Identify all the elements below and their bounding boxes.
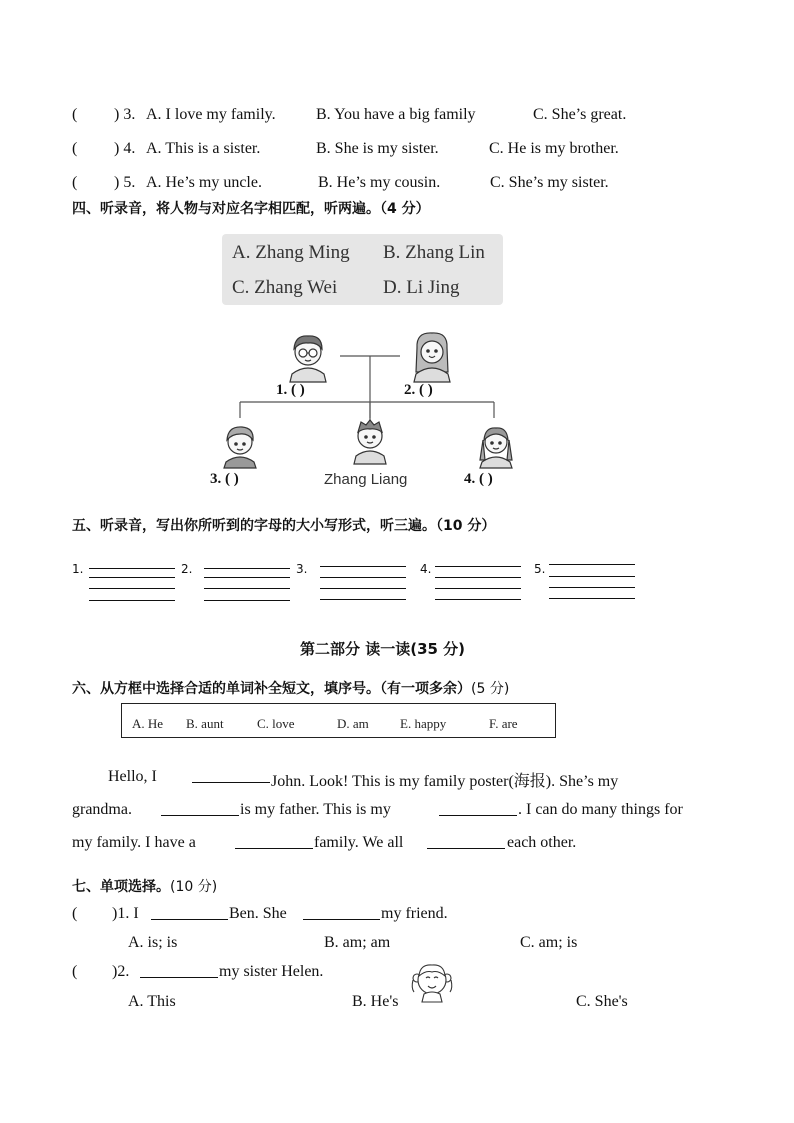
option-b: B. He’s my cousin. xyxy=(318,174,441,191)
section-7-heading xyxy=(72,876,217,896)
passage-line-3b: family. We all xyxy=(314,834,404,851)
writing-line[interactable] xyxy=(89,568,175,569)
writing-line[interactable] xyxy=(320,588,406,589)
word-option-a: A. He xyxy=(132,716,164,731)
writing-line[interactable] xyxy=(549,564,635,565)
question-number: ) 3. xyxy=(114,106,136,123)
section-7-points: (10 分) xyxy=(170,879,218,895)
name-option-a: A. Zhang Ming xyxy=(232,242,350,263)
section-4-heading: 四、听录音，将人物与对应名字相匹配，听两遍。（4 分） xyxy=(72,201,430,217)
passage-line-2a: grandma. xyxy=(72,801,132,818)
question-number: ) 4. xyxy=(114,140,136,157)
tree-label-4[interactable]: 4. ( ) xyxy=(464,471,493,487)
answer-paren[interactable]: ( xyxy=(72,905,78,922)
line-number-5: 5. xyxy=(534,562,546,576)
writing-line[interactable] xyxy=(204,600,290,601)
q2-option-c: C. She's xyxy=(576,993,628,1010)
writing-line[interactable] xyxy=(435,588,521,589)
girl-helen-icon xyxy=(408,958,456,1004)
writing-line[interactable] xyxy=(320,566,406,567)
word-option-c: C. love xyxy=(257,716,295,731)
passage-line-3c: each other. xyxy=(507,834,577,851)
writing-line[interactable] xyxy=(320,599,406,600)
blank-3[interactable] xyxy=(439,801,517,816)
q1-blank-1[interactable] xyxy=(151,905,228,920)
question-number: ) 5. xyxy=(114,174,136,191)
writing-line[interactable] xyxy=(204,568,290,569)
section-7-heading-text: 七、单项选择。 xyxy=(72,879,170,895)
blank-5[interactable] xyxy=(427,834,505,849)
answer-paren[interactable]: ( xyxy=(72,963,78,980)
option-b: B. You have a big family xyxy=(316,106,476,123)
option-a: A. He’s my uncle. xyxy=(146,174,262,191)
child-3-icon xyxy=(224,427,256,468)
option-a: A. This is a sister. xyxy=(146,140,261,157)
line-number-3: 3. xyxy=(296,562,308,576)
blank-1[interactable] xyxy=(192,768,270,783)
option-a: A. I love my family. xyxy=(146,106,276,123)
option-c: C. He is my brother. xyxy=(489,140,619,157)
section-6-heading xyxy=(72,678,509,698)
writing-line[interactable] xyxy=(435,577,521,578)
option-c: C. She’s my sister. xyxy=(490,174,609,191)
tree-label-2[interactable]: 2. ( ) xyxy=(404,382,433,398)
option-b: B. She is my sister. xyxy=(316,140,439,157)
name-option-d: D. Li Jing xyxy=(383,277,460,298)
part-2-title: 第二部分 读一读(35 分) xyxy=(300,640,466,658)
q2-stem-b: my sister Helen. xyxy=(219,963,324,980)
line-number-1: 1. xyxy=(72,562,84,576)
word-option-f: F. are xyxy=(489,716,518,731)
name-option-c: C. Zhang Wei xyxy=(232,277,338,298)
passage-line-1a: Hello, I xyxy=(108,768,157,785)
passage-line-2c: . I can do many things for xyxy=(518,801,683,818)
answer-paren[interactable]: ( xyxy=(72,140,78,157)
option-c: C. She’s great. xyxy=(533,106,627,123)
line-number-2: 2. xyxy=(181,562,193,576)
q2-stem-a: )2. xyxy=(112,963,130,980)
passage-line-3a: my family. I have a xyxy=(72,834,196,851)
writing-line[interactable] xyxy=(320,577,406,578)
word-option-b: B. aunt xyxy=(186,716,224,731)
q1-blank-2[interactable] xyxy=(303,905,380,920)
passage-line-2b: is my father. This is my xyxy=(240,801,391,818)
tree-label-zhang-liang: Zhang Liang xyxy=(324,471,408,488)
word-option-e: E. happy xyxy=(400,716,447,731)
writing-line[interactable] xyxy=(89,600,175,601)
writing-line[interactable] xyxy=(204,588,290,589)
child-4-icon xyxy=(480,428,512,468)
q1-option-a: A. is; is xyxy=(128,934,178,951)
q2-blank[interactable] xyxy=(140,963,218,978)
writing-line[interactable] xyxy=(89,588,175,589)
tree-label-1[interactable]: 1. ( ) xyxy=(276,382,305,398)
section-6-heading-text: 六、从方框中选择合适的单词补全短文，填序号。（有一项多余） xyxy=(72,681,471,697)
q1-stem-a: )1. I xyxy=(112,905,139,922)
mother-icon xyxy=(414,333,450,382)
line-number-4: 4. xyxy=(420,562,432,576)
name-option-b: B. Zhang Lin xyxy=(383,242,485,263)
name-options-box xyxy=(222,234,503,305)
word-option-d: D. am xyxy=(337,716,369,731)
writing-line[interactable] xyxy=(435,566,521,567)
father-icon xyxy=(290,336,326,382)
writing-line[interactable] xyxy=(89,577,175,578)
q2-option-a: A. This xyxy=(128,993,176,1010)
answer-paren[interactable]: ( xyxy=(72,106,78,123)
word-bank-box xyxy=(121,703,556,738)
passage-line-1b: John. Look! This is my family poster(海报). She’s my xyxy=(271,773,619,790)
writing-line[interactable] xyxy=(435,599,521,600)
blank-2[interactable] xyxy=(161,801,239,816)
writing-line[interactable] xyxy=(204,577,290,578)
section-6-points: (5 分) xyxy=(471,681,510,697)
q2-option-b: B. He's xyxy=(352,993,399,1010)
section-5-heading: 五、听录音，写出你所听到的字母的大小写形式，听三遍。（10 分） xyxy=(72,518,496,534)
q1-option-c: C. am; is xyxy=(520,934,578,951)
zhang-liang-icon xyxy=(354,420,386,464)
answer-paren[interactable]: ( xyxy=(72,174,78,191)
writing-line[interactable] xyxy=(549,576,635,577)
q1-option-b: B. am; am xyxy=(324,934,391,951)
tree-label-3[interactable]: 3. ( ) xyxy=(210,471,239,487)
writing-line[interactable] xyxy=(549,587,635,588)
writing-line[interactable] xyxy=(549,598,635,599)
q1-stem-b: Ben. She xyxy=(229,905,287,922)
q1-stem-c: my friend. xyxy=(381,905,448,922)
blank-4[interactable] xyxy=(235,834,313,849)
